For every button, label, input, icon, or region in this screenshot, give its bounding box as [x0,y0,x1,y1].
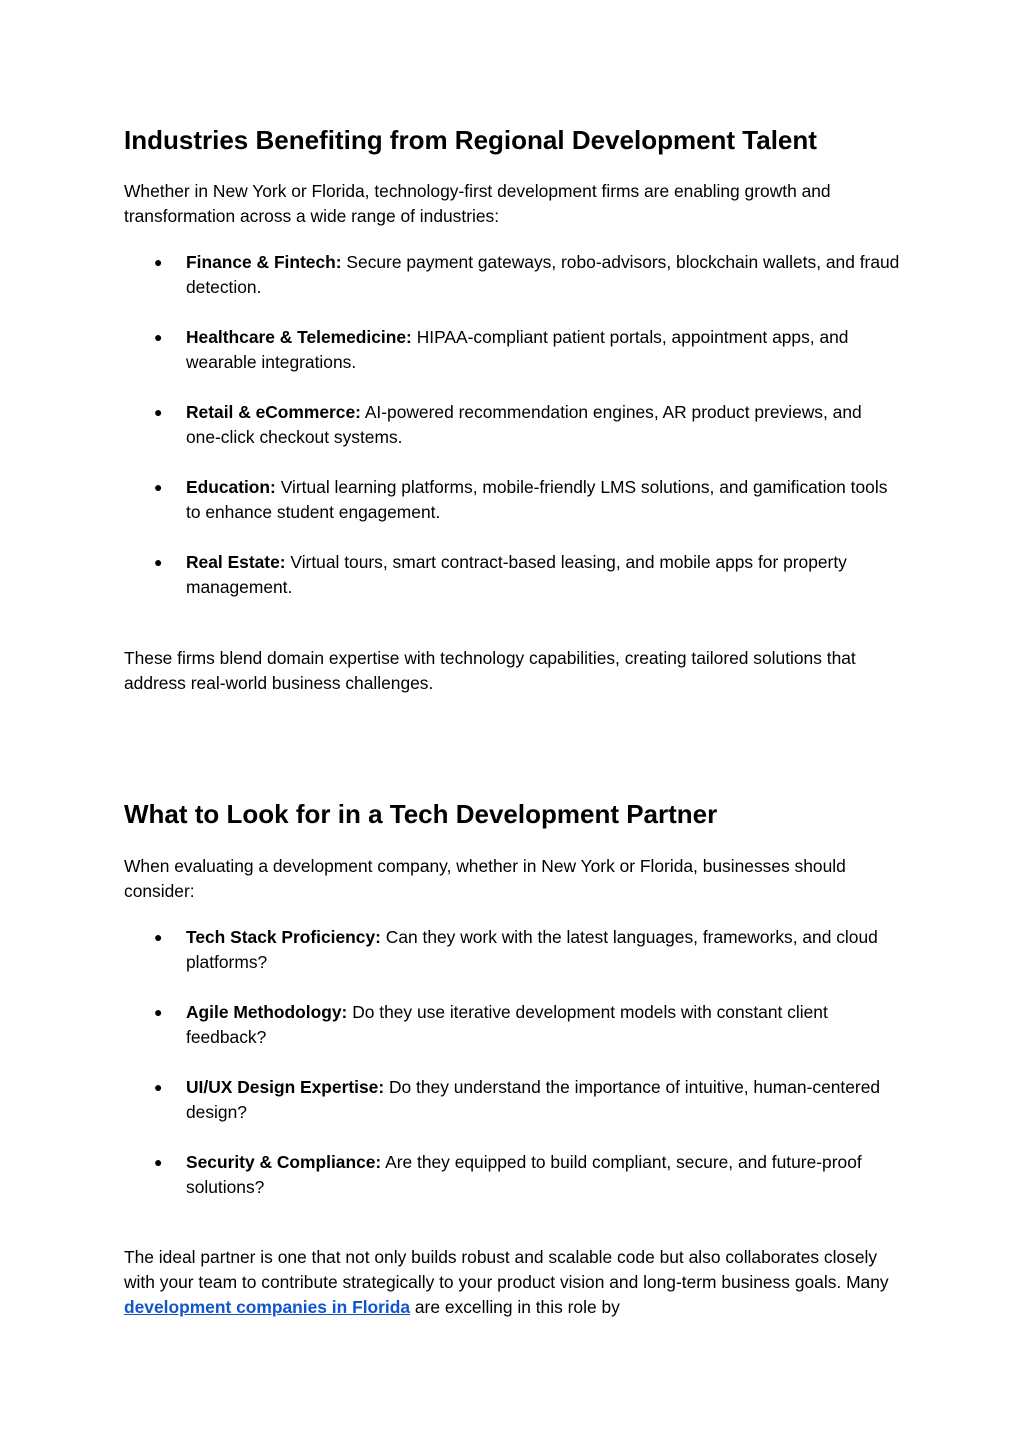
list-item [124,550,900,600]
bullet-text: AI-powered recommendation engines, AR product previews, and one-click checkout systems. [186,402,862,447]
industries-intro-paragraph: Whether in New York or Florida, technology-first development firms are enabling growth and transformation across a wide range of industries: [124,181,831,226]
bullet-text: Can they work with the latest languages, frameworks, and cloud platforms? [186,927,878,972]
list-item [124,475,900,525]
bullet-text: Do they understand the importance of intuitive, human-centered design? [186,1077,881,1122]
bullet-label: Agile Methodology: [186,1002,348,1022]
industries-closing-paragraph: These firms blend domain expertise with technology capabilities, creating tailored solutions that address real-world business challenges. [124,648,856,693]
partner-bullet-list [124,925,900,1225]
bullet-label: Healthcare & Telemedicine: [186,327,412,347]
partner-closing-paragraph [124,1245,900,1320]
florida-development-companies-link[interactable]: development companies in Florida [124,1297,411,1317]
bullet-text: Are they equipped to build compliant, secure, and future-proof solutions? [186,1152,862,1197]
bullet-label: UI/UX Design Expertise: [186,1077,385,1097]
bullet-label: Security & Compliance: [186,1152,382,1172]
bullet-text: Virtual learning platforms, mobile-friendly LMS solutions, and gamification tools to enhance student engagement. [186,477,888,522]
bullet-icon: ● [154,404,163,420]
bullet-text: Do they use iterative development models with constant client feedback? [186,1002,828,1047]
list-item [124,1000,900,1050]
section-heading-industries: Industries Benefiting from Regional Development Talent [124,125,817,155]
bullet-text: HIPAA-compliant patient portals, appointment apps, and wearable integrations. [186,327,849,372]
section-heading-partner: What to Look for in a Tech Development Partner [124,799,718,829]
bullet-label: Finance & Fintech: [186,252,342,272]
closing-text-before-link: The ideal partner is one that not only builds robust and scalable code but also collaborates closely with your team to contribute strategically to your product vision and long-term business goals. Many [124,1247,889,1292]
partner-intro-paragraph: When evaluating a development company, whether in New York or Florida, businesses should consider: [124,856,846,901]
list-item [124,250,900,300]
bullet-label: Real Estate: [186,552,286,572]
bullet-text: Secure payment gateways, robo-advisors, blockchain wallets, and fraud detection. [186,252,900,297]
list-item [124,325,900,375]
bullet-label: Education: [186,477,276,497]
bullet-label: Retail & eCommerce: [186,402,361,422]
bullet-text: Virtual tours, smart contract-based leasing, and mobile apps for property management. [186,552,847,597]
industries-bullet-list [124,250,900,625]
bullet-icon: ● [154,1154,163,1170]
bullet-icon: ● [154,929,163,945]
bullet-icon: ● [154,1079,163,1095]
list-item [124,1150,900,1200]
bullet-icon: ● [154,329,163,345]
bullet-icon: ● [154,479,163,495]
bullet-icon: ● [154,254,163,270]
list-item [124,925,900,975]
bullet-icon: ● [154,1004,163,1020]
closing-text-after-link: are excelling in this role by [414,1297,620,1317]
bullet-label: Tech Stack Proficiency: [186,927,381,947]
bullet-icon: ● [154,554,163,570]
list-item [124,400,900,450]
list-item [124,1075,900,1125]
